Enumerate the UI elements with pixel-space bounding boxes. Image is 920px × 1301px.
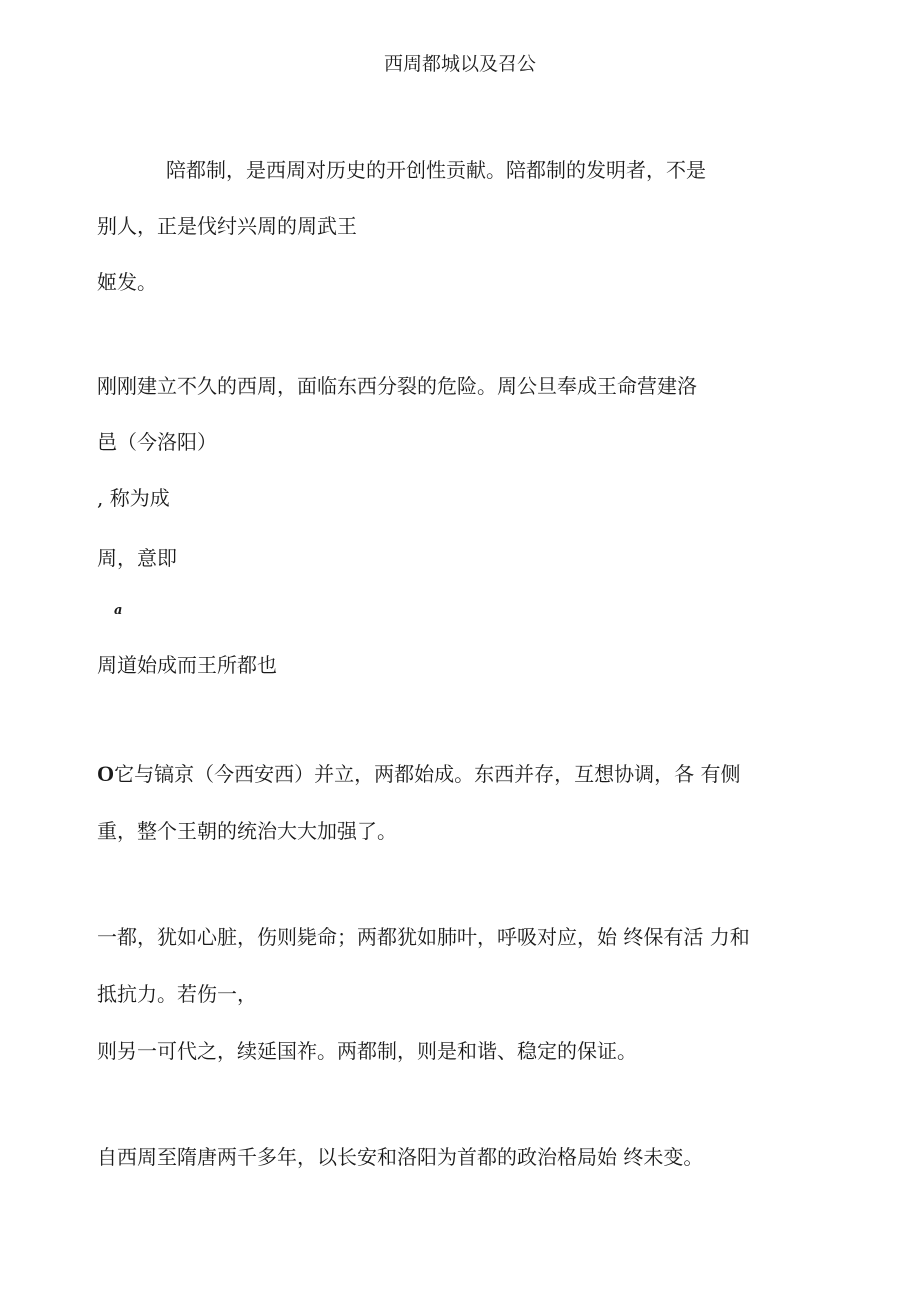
paragraph-1-line-2: 别人，正是伐纣兴周的周武王 <box>97 214 357 238</box>
paragraph-2-line-3: , 称为成 <box>97 486 170 510</box>
paragraph-4-line-2: 抵抗力。若伤一， <box>97 982 257 1006</box>
document-title: 西周都城以及召公 <box>383 53 536 75</box>
paragraph-3-line-2: 重，整个王朝的统治大大加强了。 <box>97 819 397 843</box>
bold-o-glyph: O <box>97 761 115 786</box>
paragraph-4-line-3: 则另一可代之，续延国祚。两都制，则是和谐、稳定的保证。 <box>97 1039 637 1063</box>
paragraph-1-line-3: 姬发。 <box>97 270 157 294</box>
paragraph-3-line-1 <box>97 762 740 786</box>
paragraph-2-line-2: 邑（今洛阳） <box>97 430 217 454</box>
paragraph-3-line-1-text: 它与镐京（今西安西）并立，两都始成。东西并存，互想协调，各 有侧 <box>114 762 741 786</box>
paragraph-1-line-1: 陪都制，是西周对历史的开创性贡献。陪都制的发明者，不是 <box>166 158 706 182</box>
footnote-marker: a <box>114 603 123 618</box>
paragraph-2-line-5: 周道始成而王所都也 <box>97 653 277 677</box>
paragraph-4-line-1: 一都，犹如心脏，伤则毙命；两都犹如肺叶，呼吸对应，始 终保有活 力和 <box>97 925 750 949</box>
paragraph-2-line-4: 周，意即 <box>97 546 177 570</box>
paragraph-5-line-1: 自西周至隋唐两千多年，以长安和洛阳为首都的政治格局始 终未变。 <box>97 1145 704 1169</box>
paragraph-2-line-1: 刚刚建立不久的西周，面临东西分裂的危险。周公旦奉成王命营建洛 <box>97 374 697 398</box>
